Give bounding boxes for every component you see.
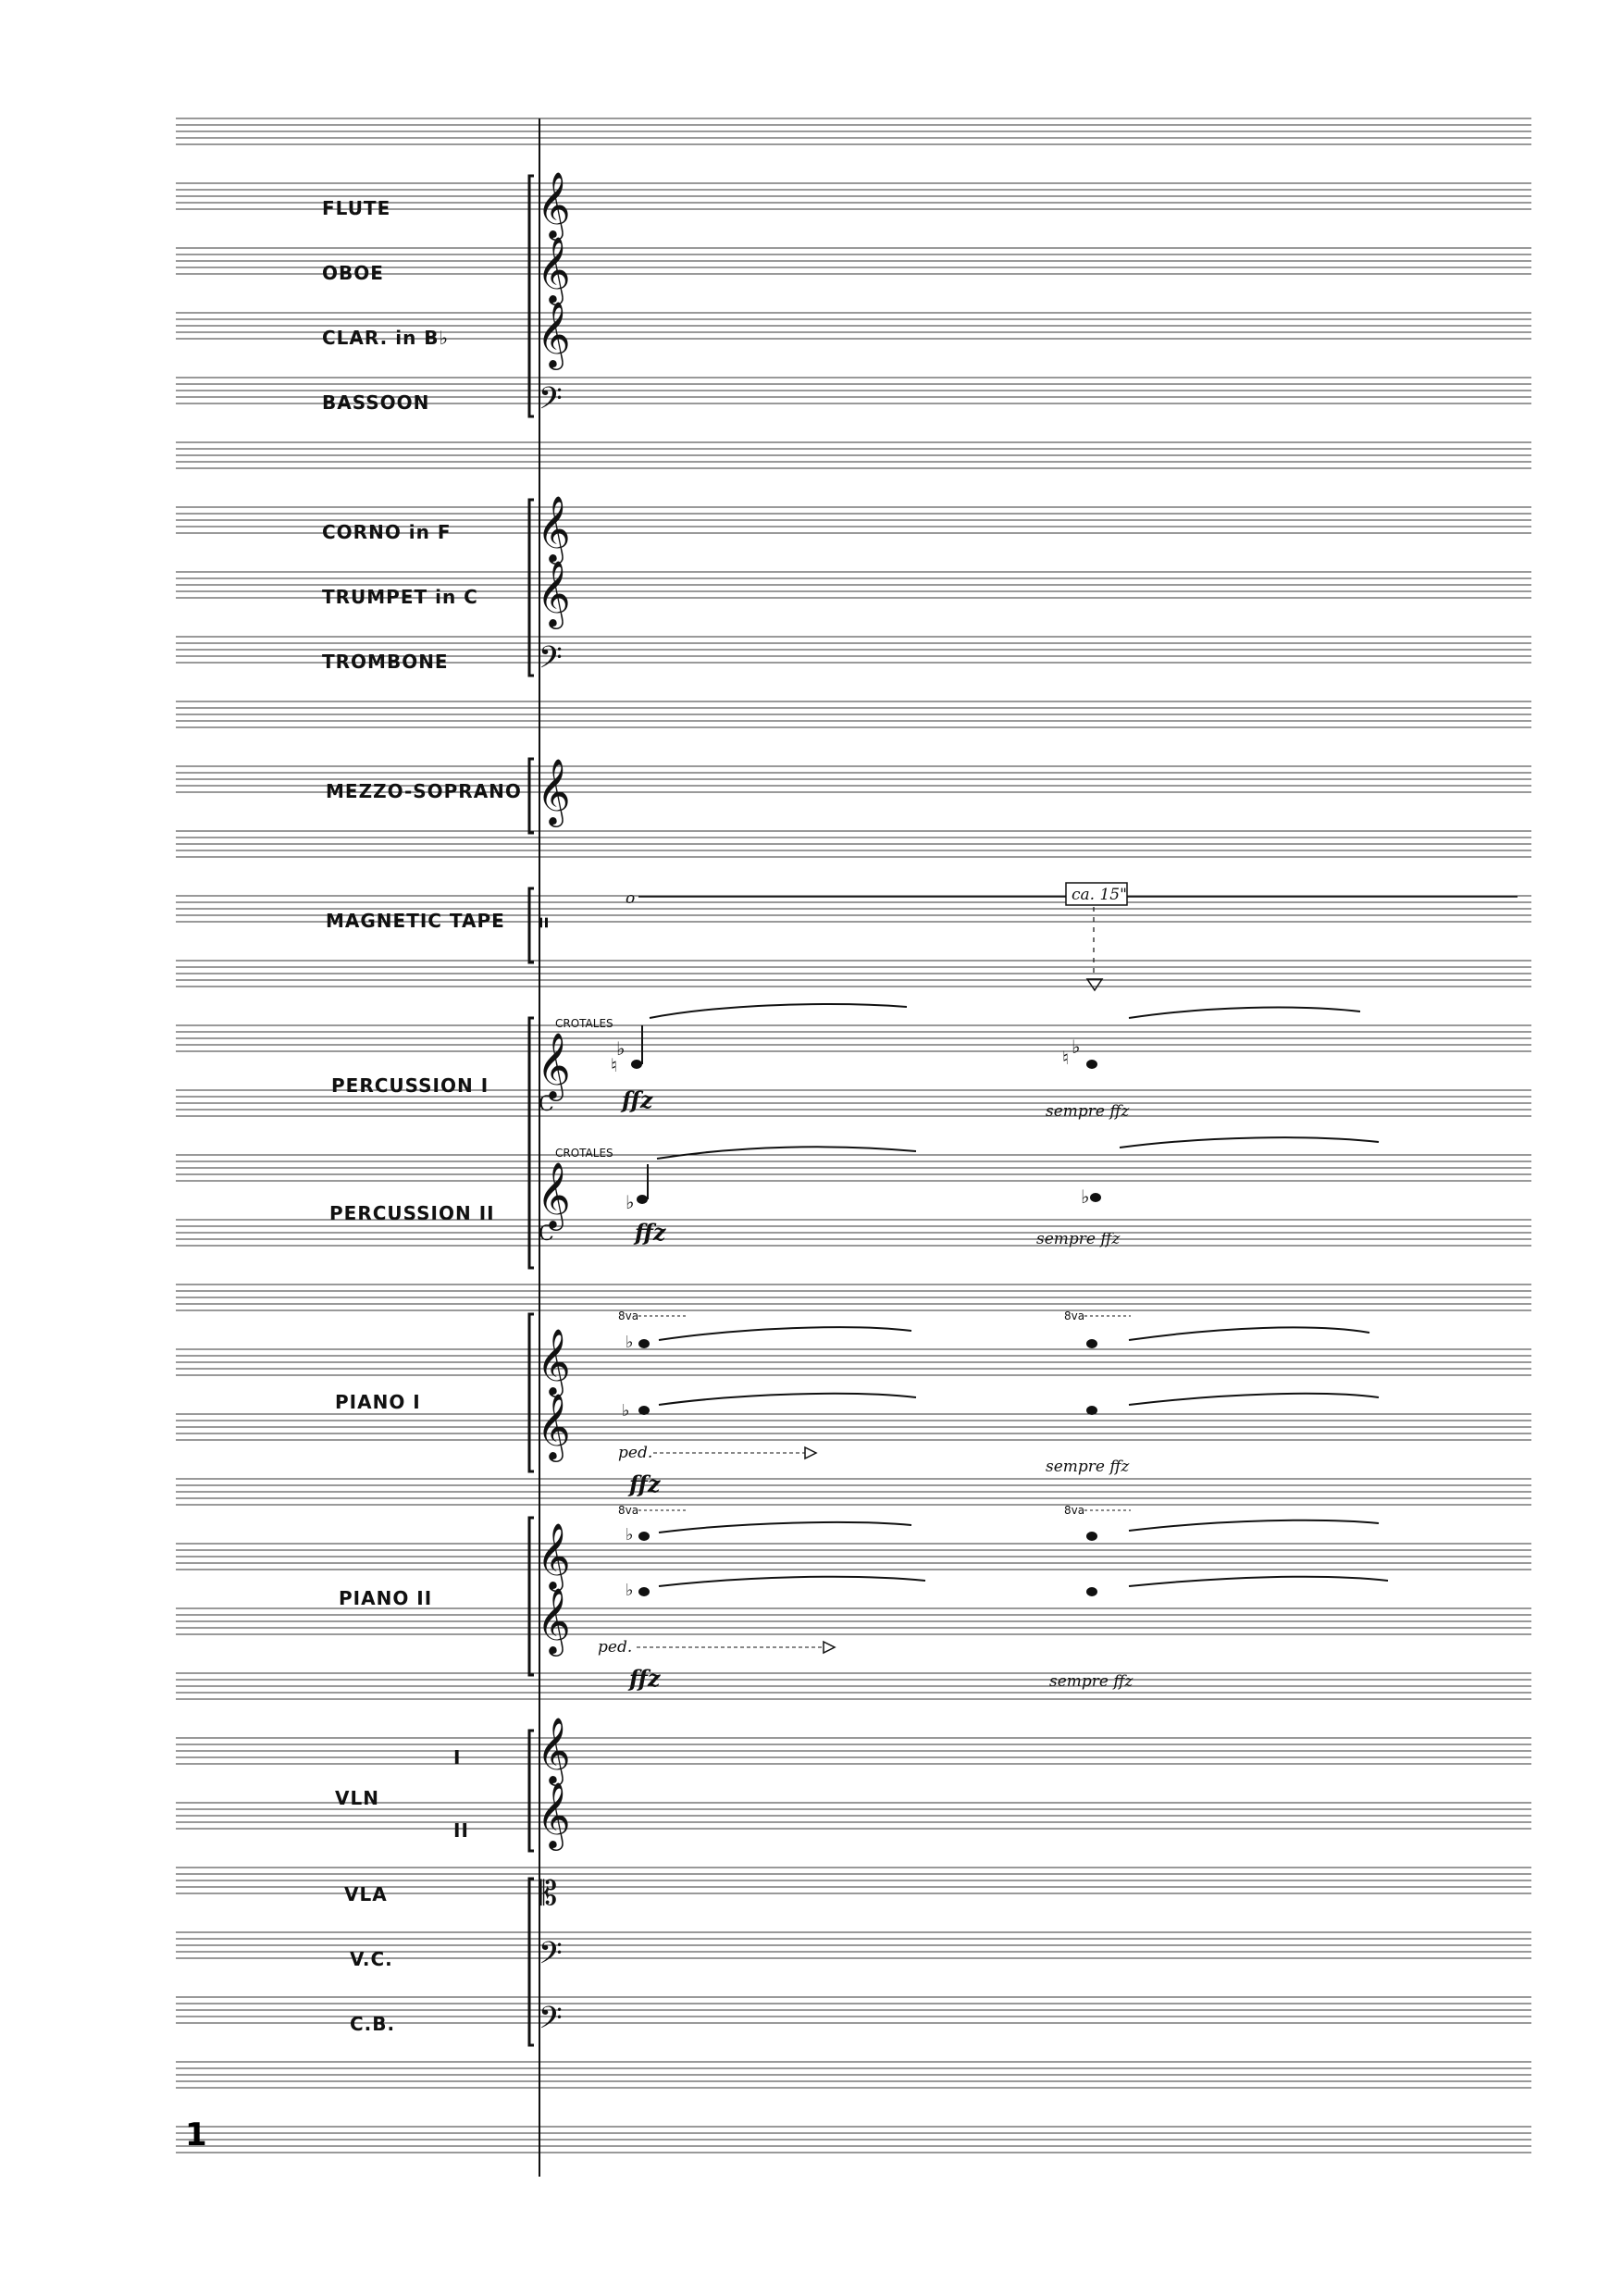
sempre-ffz-dynamic: sempre ffz: [1036, 1230, 1121, 1248]
tie-line: [1120, 1137, 1379, 1148]
label-trombone: TROMBONE: [322, 651, 449, 673]
label-piano2: PIANO II: [339, 1587, 433, 1609]
bass-clef-icon: 𝄢: [539, 2001, 563, 2043]
label-cello: V.C.: [350, 1948, 393, 1970]
treble-clef-icon: 𝄞: [537, 300, 571, 367]
tie-line: [657, 1147, 916, 1159]
staff-brackets: [529, 176, 534, 2045]
ffz-dynamic: ffz: [635, 1219, 666, 1246]
bass-clef-icon: 𝄢: [539, 381, 563, 424]
piano-1-part: [618, 1309, 1379, 1497]
crotales-label: CROTALES: [555, 1147, 613, 1160]
bass-clef-icon: 𝄢: [539, 1936, 563, 1979]
arrow-down-icon: [1087, 979, 1102, 990]
treble-clef-icon: 𝄞: [537, 1716, 571, 1783]
note-head: [638, 1587, 650, 1596]
label-trumpet: TRUMPET in C: [322, 586, 478, 608]
label-perc2: PERCUSSION II: [329, 1202, 495, 1224]
ped-mark: ped.: [618, 1444, 653, 1462]
piano-2-part: [598, 1504, 1388, 1692]
sempre-ffz-dynamic: sempre ffz: [1046, 1102, 1130, 1121]
treble-clef-icon: 𝄞: [537, 494, 571, 562]
treble-clef-icon: 𝄞: [537, 757, 571, 825]
label-mezzo: MEZZO-SOPRANO: [326, 780, 522, 802]
tape-part: [626, 883, 1518, 990]
label-violin-1: I: [453, 1746, 462, 1769]
natural-icon: ♮: [611, 1054, 618, 1076]
ottava-mark: 8va: [618, 1309, 639, 1322]
treble-clef-icon: 𝄞: [537, 1031, 571, 1098]
ped-mark: ped.: [598, 1638, 633, 1657]
ottava-mark: 8va: [1064, 1504, 1085, 1517]
note-head: [1086, 1587, 1097, 1596]
note-head: [637, 1195, 648, 1204]
label-tape: MAGNETIC TAPE: [326, 910, 505, 932]
crotales-label: CROTALES: [555, 1017, 613, 1030]
tie-line: [1129, 1327, 1369, 1340]
note-head: [638, 1406, 650, 1415]
percussion-clef-icon: 𝄥: [539, 908, 548, 940]
tape-start-mark: o: [626, 889, 636, 908]
sempre-ffz-dynamic: sempre ffz: [1049, 1672, 1134, 1691]
tie-line: [659, 1577, 925, 1586]
staff-lines: [176, 118, 1531, 2153]
label-clarinet: CLAR. in B♭: [322, 327, 449, 349]
alto-clef-icon: 𝄡: [539, 1875, 558, 1913]
perc-c-mark: C: [539, 1093, 554, 1116]
tie-line: [659, 1327, 911, 1340]
note-head: [631, 1060, 642, 1069]
ffz-dynamic: ffz: [629, 1471, 661, 1497]
flat-icon: ♭: [1081, 1185, 1090, 1208]
percussion-2-part: [539, 1137, 1379, 1248]
tie-line: [1129, 1577, 1388, 1586]
note-head: [1086, 1060, 1097, 1069]
treble-clef-icon: 𝄞: [537, 1586, 571, 1654]
treble-clef-icon: 𝄞: [537, 235, 571, 303]
arrow-right-icon: [805, 1447, 816, 1458]
label-violin: VLN: [335, 1787, 379, 1809]
label-bass: C.B.: [350, 2013, 396, 2035]
label-bassoon: BASSOON: [322, 391, 430, 414]
tie-line: [659, 1522, 911, 1533]
flat-icon: ♭: [626, 1333, 634, 1352]
bass-clef-icon: 𝄢: [539, 640, 563, 683]
page-number: 1: [185, 2116, 207, 2153]
label-violin-2: II: [453, 1819, 469, 1842]
tie-line: [650, 1004, 907, 1018]
duration-text: ca. 15": [1072, 886, 1127, 904]
ottava-mark: 8va: [618, 1504, 639, 1517]
label-oboe: OBOE: [322, 262, 384, 284]
ffz-dynamic: ffz: [629, 1665, 661, 1692]
label-piano1: PIANO I: [335, 1391, 421, 1413]
perc-c-mark: C: [539, 1222, 554, 1246]
treble-clef-icon: 𝄞: [537, 1160, 571, 1228]
note-head: [1086, 1406, 1097, 1415]
label-flute: FLUTE: [322, 197, 391, 219]
note-head: [1086, 1339, 1097, 1348]
note-head: [1090, 1193, 1101, 1202]
flat-icon: ♭: [616, 1037, 626, 1060]
flat-icon: ♭: [626, 1581, 634, 1600]
treble-clef-icon: 𝄞: [537, 1392, 571, 1459]
flat-icon: ♭: [626, 1191, 635, 1213]
tie-line: [659, 1394, 916, 1405]
ffz-dynamic: ffz: [622, 1086, 653, 1113]
treble-clef-icon: 𝄞: [537, 559, 571, 627]
flat-icon: ♭: [626, 1525, 634, 1545]
note-head: [638, 1532, 650, 1541]
label-viola: VLA: [344, 1883, 388, 1905]
flat-icon: ♭: [1072, 1036, 1081, 1058]
tie-line: [1129, 1394, 1379, 1405]
flat-icon: ♭: [622, 1401, 630, 1421]
treble-clef-icon: 𝄞: [537, 1781, 571, 1848]
treble-clef-icon: 𝄞: [537, 1327, 571, 1395]
label-perc1: PERCUSSION I: [331, 1074, 489, 1097]
tie-line: [1129, 1520, 1379, 1531]
treble-clef-icon: 𝄞: [537, 1521, 571, 1589]
note-head: [1086, 1532, 1097, 1541]
treble-clef-icon: 𝄞: [537, 170, 571, 238]
sempre-ffz-dynamic: sempre ffz: [1046, 1458, 1130, 1476]
arrow-right-icon: [824, 1642, 835, 1653]
label-horn: CORNO in F: [322, 521, 452, 543]
note-head: [638, 1339, 650, 1348]
natural-icon: ♮: [1062, 1047, 1070, 1069]
tie-line: [1129, 1008, 1360, 1018]
ottava-mark: 8va: [1064, 1309, 1085, 1322]
